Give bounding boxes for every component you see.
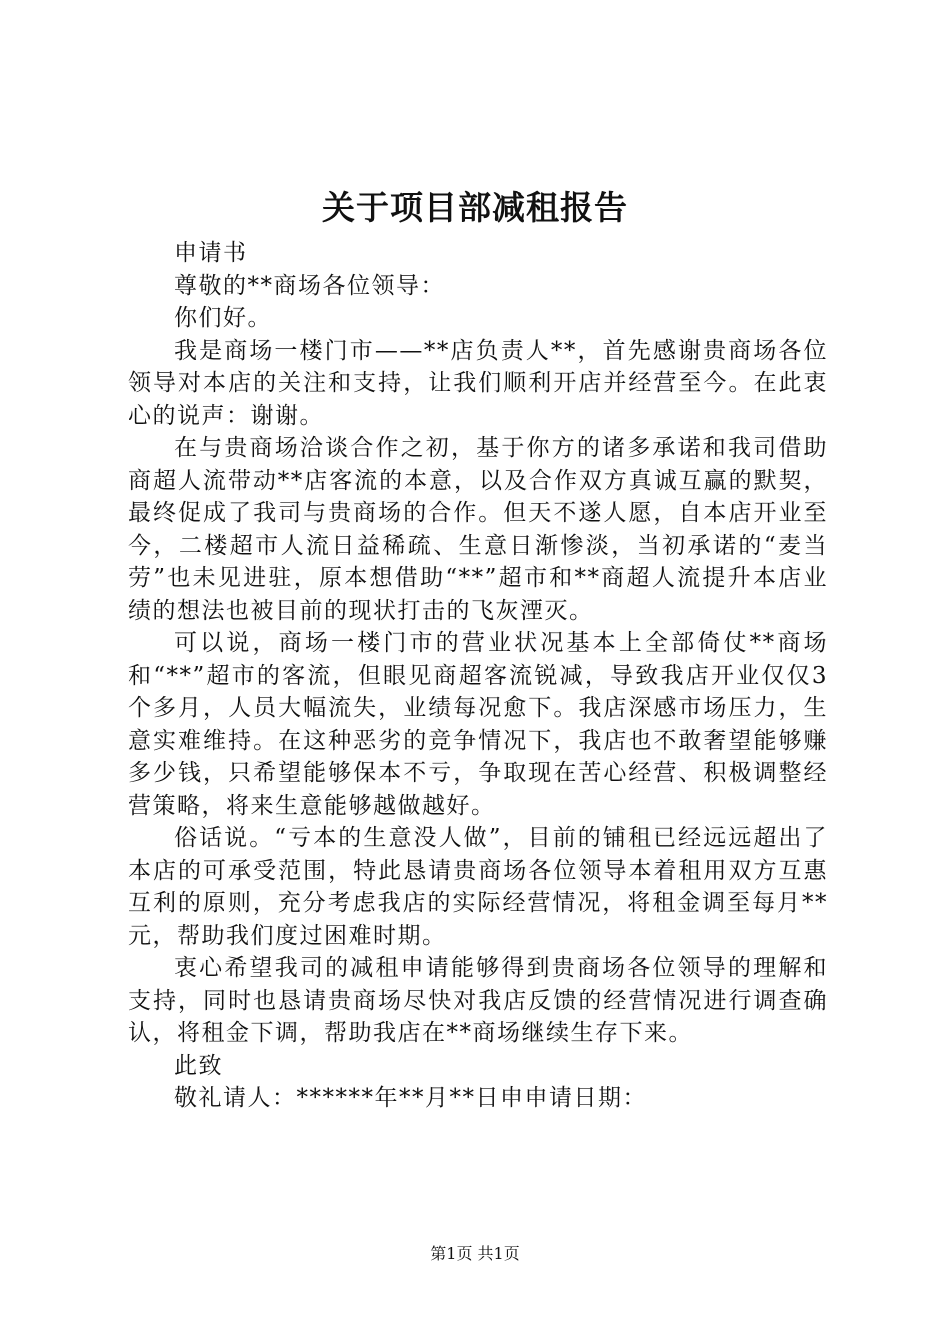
paragraph-signature: 敬礼请人：******年**月**日申申请日期： xyxy=(174,1085,647,1111)
paragraph-request: 俗话说。“亏本的生意没人做”，目前的铺租已经远远超出了本店的可承受范围，特此恳请贵商场各位领导本着租用双方互惠互利的原则，充分考虑我店的实际经营情况，将租金调至每月**元，帮助我们度过困难时期。 xyxy=(128,825,828,949)
document-body xyxy=(128,237,828,1115)
paragraph-situation: 可以说，商场一楼门市的营业状况基本上全部倚仗**商场和“**”超市的客流，但眼见商超客流锐减，导致我店开业仅仅3个多月，人员大幅流失，业绩每况愈下。我店深感市场压力，生意实难维持。在这种恶劣的竞争情况下，我店也不敢奢望能够赚多少钱，只希望能够保本不亏，争取现在苦心经营、积极调整经营策略，将来生意能够越做越好。 xyxy=(128,630,828,819)
document-title: 关于项目部减租报告 xyxy=(322,188,628,227)
paragraph-salutation: 尊敬的**商场各位领导： xyxy=(174,272,445,299)
paragraph-hope: 衷心希望我司的减租申请能够得到贵商场各位领导的理解和支持，同时也恳请贵商场尽快对我店反馈的经营情况进行调查确认，将租金下调，帮助我店在**商场继续生存下来。 xyxy=(128,955,828,1046)
paragraph-greeting: 你们好。 xyxy=(174,305,272,331)
paragraph-heading: 申请书 xyxy=(174,240,248,266)
paragraph-closing: 此致 xyxy=(174,1052,223,1079)
paragraph-background: 在与贵商场洽谈合作之初，基于你方的诸多承诺和我司借助商超人流带动**店客流的本意，以及合作双方真诚互赢的默契，最终促成了我司与贵商场的合作。但天不遂人愿，自本店开业至今，二楼超市人流日益稀疏、生意日渐惨淡，当初承诺的“麦当劳”也未见进驻，原本想借助“**”超市和**商超人流提升本店业绩的想法也被目前的现状打击的飞灰湮灭。 xyxy=(128,435,828,624)
paragraph-introduction: 我是商场一楼门市——**店负责人**，首先感谢贵商场各位领导对本店的关注和支持，让我们顺利开店并经营至今。在此衷心的说声：谢谢。 xyxy=(128,337,828,429)
page-footer: 第1页 共1页 xyxy=(430,1244,520,1263)
